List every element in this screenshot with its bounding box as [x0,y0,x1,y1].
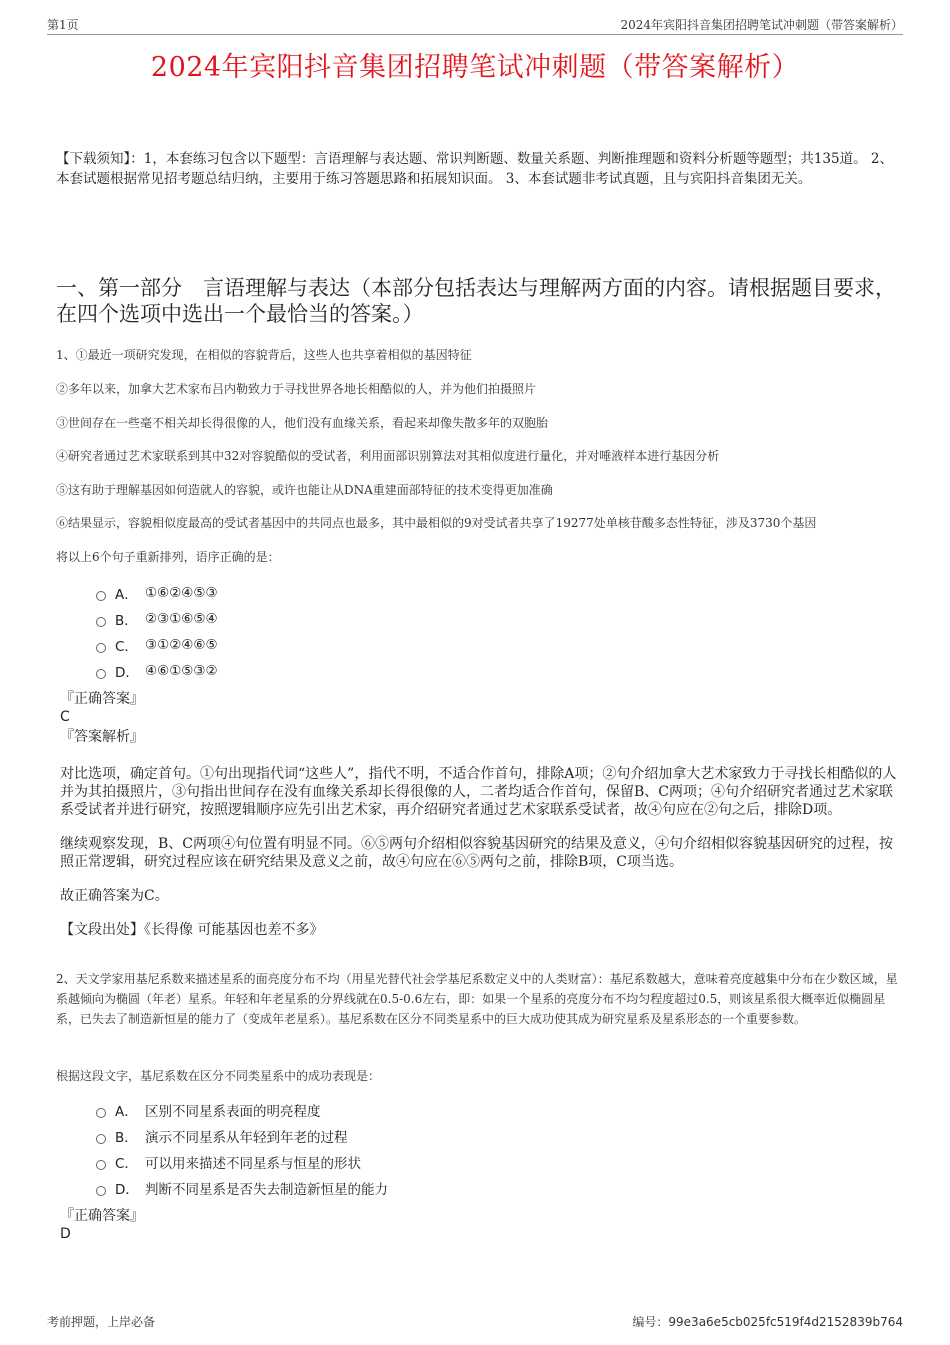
footer-code: 99e3a6e5cb025fc519f4d2152839b764 [668,1315,903,1329]
option-text: 演示不同星系从年轻到年老的过程 [145,1130,348,1146]
document-title: 2024年宾阳抖音集团招聘笔试冲刺题（带答案解析） [150,52,800,83]
footer-slogan: 考前押题，上岸必备 [47,1315,156,1329]
option-text: ①⑥②④⑤③ [145,585,218,601]
page-header [47,14,903,35]
correct-answer: D [60,1226,71,1242]
radio-button[interactable] [96,1108,106,1118]
option-text: 区别不同星系表面的明亮程度 [145,1104,321,1120]
q1-option-c[interactable] [96,632,218,658]
radio-button[interactable] [96,591,106,601]
analysis-label: 『答案解析』 [60,729,144,745]
option-letter: D． [115,1182,139,1198]
q1-sentence-4: ④研究者通过艺术家联系到其中32对容貌酷似的受试者，利用面部识别算法对其相似度进行量化，并对唾液样本进行基因分析 [56,449,720,463]
q1-option-b[interactable] [96,606,218,632]
q1-sentence-2: ②多年以来，加拿大艺术家布吕内勒致力于寻找世界各地长相酷似的人，并为他们拍摄照片 [56,382,537,396]
q1-sentence-5: ⑤这有助于理解基因如何造就人的容貌，或许也能让从DNA重建面部特征的技术变得更加准确 [56,483,553,497]
q1-option-d[interactable] [96,658,218,684]
option-text: ④⑥①⑤③② [145,663,218,679]
q2-prompt: 根据这段文字，基尼系数在区分不同类星系中的成功表现是： [56,1069,381,1083]
section-title: 一、第一部分 言语理解与表达（本部分包括表达与理解两方面的内容。请根据题目要求，在四个选项中选出一个最恰当的答案。） [56,276,896,326]
answer-label: 『正确答案』 [60,691,144,707]
radio-button[interactable] [96,1160,106,1170]
q2-option-d[interactable] [96,1175,388,1201]
option-letter: C． [115,1156,138,1172]
option-text: ②③①⑥⑤④ [145,611,218,627]
q1-options [96,580,218,684]
analysis-paragraph-1: 对比选项，确定首句。①句出现指代词“这些人”，指代不明，不适合作首句，排除A项；②句介绍加拿大艺术家致力于寻找长相酷似的人并为其拍摄照片，③句指出世间存在没有血缘关系却长得很像的人，二者均适合作首句，保留B、C两项；④句介绍研究者通过艺术家联系受试者并进行研究，按照逻辑顺序应先引出艺术家，再介绍研究者通过艺术家联系受试者，故④句应在②句之后，排除D项。 [60,766,897,818]
option-letter: C． [115,639,138,655]
radio-button[interactable] [96,669,106,679]
option-letter: B． [115,1130,138,1146]
footer-code-label: 编号： [632,1315,669,1329]
source-citation: 【文段出处】《长得像 可能基因也差不多》 [60,922,324,938]
q1-option-a[interactable] [96,580,218,606]
option-text: 判断不同星系是否失去制造新恒星的能力 [145,1182,388,1198]
header-doc-title: 2024年宾阳抖音集团招聘笔试冲刺题（带答案解析） [620,18,903,32]
option-text: ③①②④⑥⑤ [145,637,218,653]
page-number: 第1页 [47,18,79,32]
option-letter: A． [115,1104,138,1120]
analysis-paragraph-3: 故正确答案为C。 [60,888,169,904]
q1-answer-block [60,690,898,746]
q2-text: 2、天文学家用基尼系数来描述星系的面亮度分布不均（用星光替代社会学基尼系数定义中的人类财富）：基尼系数越大，意味着亮度越集中分布在少数区域，星系越倾向为椭圆（年老）星系。年轻和年老星系的分界线就在0.5-0.6左右，即：如果一个星系的亮度分布不均匀程度超过0.5，则该星系很大概率近似椭圆星系，已失去了制造新恒星的能力了（变成年老星系）。基尼系数在区分不同类星系中的巨大成功使其成为研究星系及星系形态的一个重要参数。 [56,972,898,1026]
answer-label: 『正确答案』 [60,1208,144,1224]
correct-answer: C [60,709,70,725]
q2-option-c[interactable] [96,1149,388,1175]
q1-analysis [60,765,898,939]
q2-options [96,1097,388,1201]
option-text: 可以用来描述不同星系与恒星的形状 [145,1156,361,1172]
analysis-paragraph-2: 继续观察发现，B、C两项④句位置有明显不同。⑥⑤两句介绍相似容貌基因研究的结果及意义，④句介绍相似容貌基因研究的过程，按照正常逻辑，研究过程应该在研究结果及意义之前，故④句应在⑥⑤两句之前，排除B项，C项当选。 [60,836,893,870]
q2-option-b[interactable] [96,1123,388,1149]
radio-button[interactable] [96,643,106,653]
download-notice: 【下载须知】：1，本套练习包含以下题型：言语理解与表达题、常识判断题、数量关系题、判断推理题和资料分析题等题型；共135道。 2、本套试题根据常见招考题总结归纳，主要用于练习答题思路和拓展知识面。 3、本套试题非考试真题，且与宾阳抖音集团无关。 [56,151,893,187]
option-letter: D． [115,665,139,681]
q2-answer-block [60,1207,898,1243]
option-letter: A． [115,587,138,603]
radio-button[interactable] [96,617,106,627]
q2-option-a[interactable] [96,1097,388,1123]
footer-code-wrap [632,1313,903,1330]
q1-prompt: 将以上6个句子重新排列，语序正确的是： [56,550,280,564]
q1-sentence-6: ⑥结果显示，容貌相似度最高的受试者基因中的共同点也最多，其中最相似的9对受试者共享了19277处单核苷酸多态性特征，涉及3730个基因 [56,516,817,530]
q1-sentence-1: 1、①最近一项研究发现，在相似的容貌背后，这些人也共享着相似的基因特征 [56,348,472,362]
radio-button[interactable] [96,1186,106,1196]
option-letter: B． [115,613,138,629]
q1-sentence-3: ③世间存在一些毫不相关却长得很像的人，他们没有血缘关系，看起来却像失散多年的双胞胎 [56,416,549,430]
radio-button[interactable] [96,1134,106,1144]
